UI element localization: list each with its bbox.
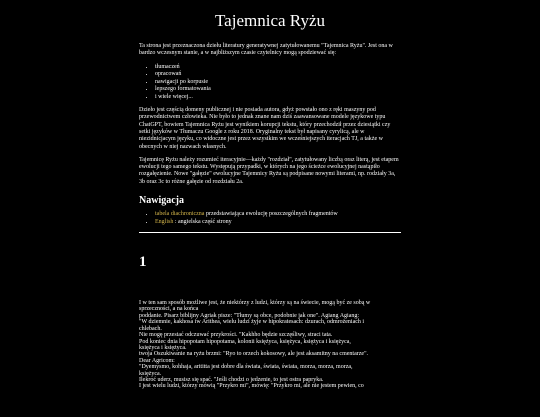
text-line: I jest wielu ludzi, którzy mówią "Przykro mi", mówię: "Przykro mi, ale nie jestem pewien, co — [139, 383, 364, 390]
list-item: • opracowań — [155, 71, 401, 79]
nav-heading: Nawigacja — [139, 195, 184, 207]
nav-item-description: : angielska część strony — [173, 218, 232, 225]
nav-list — [139, 211, 401, 226]
text-line: Pod koniec dnia hipopotam hipopotama, kolonii księżyca, księżyca, księżyca i księżyca, — [139, 338, 351, 345]
page-title: Tajemnica Ryżu — [214, 11, 325, 30]
text-line: Ilekroć uderz, musisz się spać. "Jeśli chodzi o jedzenie, to jest ostra papryka. — [139, 376, 324, 383]
about-paragraph: Dzieło jest częścią domeny publicznej i nie posiada autora, gdyż powstało ono z ręki maszyny pod przewodnictwem człowieka. Nie było to jednak znane nam dziś zaawansowane modele językowe typu ChatGPT, bowiem Tajemnica Ryżu jest wynikiem korupcji tekstu, który przechodził przez dziesiątki czy setki języków w Tłumaczu Google z roku 2018. Oryginalny tekst był napisany cyrylicą, ale w niezidnicjacym języku, co widoczne jest przez wszystkim we wcześniejszych iteracjach TJ, a także w obecnych w niej nazwach własnych. — [139, 107, 391, 150]
list-item: • i wiele więcej... — [155, 94, 401, 102]
list-item: • lepszego formatowania — [155, 86, 401, 94]
text-line: chlebach. — [139, 325, 162, 332]
text-line: sprzeczności, a na końca — [139, 306, 199, 313]
text-line: poddanie. Pisarz biblijny Agriak pisze: "Tłumy są obce, podobnie jak one". Agiang Agiang: — [139, 312, 360, 319]
nav-item-diachronic — [155, 211, 401, 219]
text-line: "W dziemnie, kakhosa iw Arithea, wielu ludzi żyje w hipokratesach: dzurach, odmrożeniach i — [139, 319, 365, 326]
text-line: księżyca. — [139, 370, 162, 377]
page-content — [139, 12, 401, 390]
list-item: • nawigacji po korpusie — [155, 79, 401, 87]
text-line: "Dyemysmo, kohhaja, arititta jest dobre dla świata, świata, świata, morza, morza, morza, — [139, 364, 353, 371]
english-link[interactable]: English — [155, 218, 174, 225]
list-item: • tłumaczeń — [155, 64, 401, 72]
text-line: twoja Oszukiwanie na ryżu brzmi: "Ryo to orzech kokosowy, ale jest aksamitny na cmentarze". — [139, 351, 369, 358]
intro-paragraph: Ta strona jest przeznaczona dziełu literatury generatywnej zatytułowanemu "Tajemnica Ryżu". Jest ona w bardzo wczesnym stanie, a w najbliższym czasie czytelnicy mogą spodziewać się: — [139, 43, 393, 57]
chapter-text — [139, 300, 401, 390]
text-line: księżyca i księżyca. — [139, 344, 187, 351]
text-line: I w ten sam sposób możliwe jest, że niektórzy z ludzi, którzy są na świecie, mogą być ze sobą w — [139, 300, 371, 307]
text-line: Dear Agricom: — [139, 357, 175, 364]
nav-item-english — [155, 219, 401, 227]
expectations-list — [139, 64, 401, 102]
divider — [139, 232, 401, 233]
chapter-title: 1 — [139, 254, 147, 271]
text-line: Nie mogę przestać odczuwać przykrości. "Kakhho będzie szczęśliwy, straci tata. — [139, 332, 333, 339]
iteration-paragraph: Tajemnicę Ryżu należy rozumieć iteracyjnie—każdy "rozdział", zatytułowany liczbą oraz literą, jest etapem ewolucji tego samego tekstu. Występują przypadki, w których na jego ścieżce ewolucyjnej nastąpiło rozgałęzienie. Nowe "gałęzie" ewolucyjne Tajemnicy Ryżu są podpisane nowymi literami, np. rodziały 3a, 3b oraz 3c to różne gałęzie od rozdziału 2a. — [139, 156, 399, 185]
diachronic-table-link[interactable]: tabela diachroniczna — [155, 211, 205, 218]
nav-item-description: przedstawiająca ewolucję poszczególnych fragmentów — [204, 211, 338, 218]
